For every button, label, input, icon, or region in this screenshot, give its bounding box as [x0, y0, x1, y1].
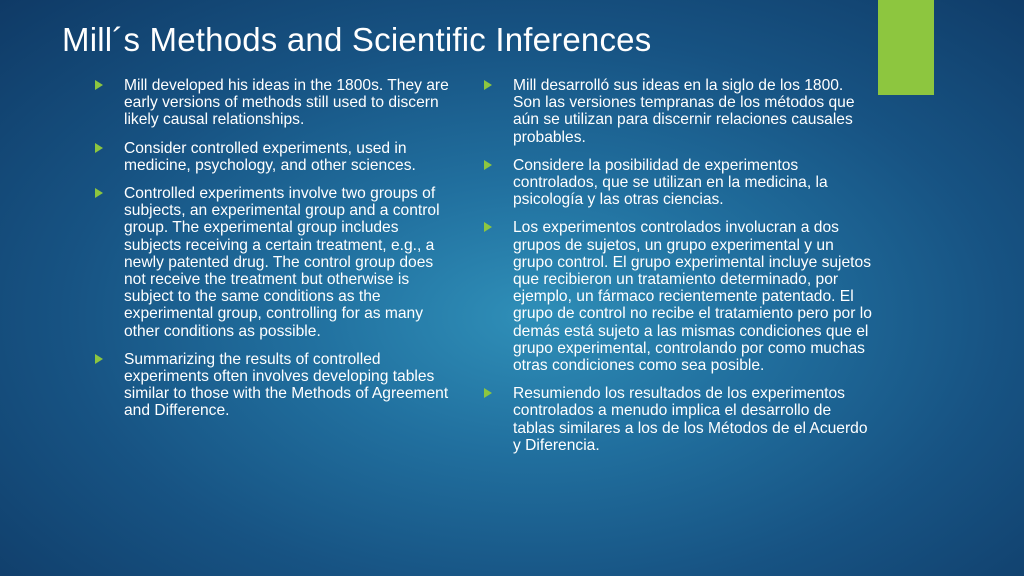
bullet-text: Los experimentos controlados involucran a dos grupos de sujetos, un grupo experimental y un grupo control. El grupo experimental incluye sujetos que recibieron un tratamiento determinado, por ejemplo, un fármaco recientemente patentado. El grupo de control no recibe el tratamiento pero por lo demás está sujeto a las mismas condiciones que el grupo experimental, controlando por como muchas otras condiciones como sea posible.: [513, 219, 872, 375]
left-bullet-item: [95, 140, 455, 174]
right-bullet-item: [484, 385, 874, 454]
bullet-text: Resumiendo los resultados de los experimentos controlados a menudo implica el desarrollo de tablas similares a los de los Métodos de el Acuerdo y Diferencia.: [513, 385, 868, 454]
triangle-bullet-icon: [95, 354, 103, 364]
triangle-bullet-icon: [95, 188, 103, 198]
left-bullet-item: [95, 77, 455, 129]
bullet-text: Mill desarrolló sus ideas en la siglo de los 1800. Son las versiones tempranas de los métodos que aún se utilizan para discernir relaciones causales probables.: [513, 77, 855, 146]
bullet-text: Mill developed his ideas in the 1800s. They are early versions of methods still used to discern likely causal relationships.: [124, 77, 449, 129]
triangle-bullet-icon: [484, 160, 492, 170]
bullet-text: Controlled experiments involve two groups of subjects, an experimental group and a control group. The experimental group includes subjects receiving a certain treatment, e.g., a newly patented drug. The control group does not receive the treatment but otherwise is subject to the same conditions as the experimental group, controlling for as many other conditions as possible.: [124, 185, 440, 340]
left-column-list: [95, 77, 455, 431]
triangle-bullet-icon: [95, 80, 103, 90]
bullet-text: Summarizing the results of controlled experiments often involves developing tables similar to those with the Methods of Agreement and Difference.: [124, 350, 449, 420]
right-bullet-item: [484, 77, 874, 146]
bullet-text: Considere la posibilidad de experimentos controlados, que se utilizan en la medicina, la psicología y las otras ciencias.: [513, 156, 828, 209]
triangle-bullet-icon: [95, 143, 103, 153]
right-bullet-item: [484, 157, 874, 209]
triangle-bullet-icon: [484, 388, 492, 398]
left-bullet-item: [95, 351, 455, 420]
right-bullet-item: [484, 219, 874, 374]
slide-title: Mill´s Methods and Scientific Inferences: [62, 21, 652, 58]
right-column-list: [484, 77, 874, 465]
triangle-bullet-icon: [484, 80, 492, 90]
bullet-text: Consider controlled experiments, used in medicine, psychology, and other sciences.: [124, 139, 416, 174]
triangle-bullet-icon: [484, 222, 492, 232]
left-bullet-item: [95, 185, 455, 340]
accent-bar: [878, 0, 934, 95]
